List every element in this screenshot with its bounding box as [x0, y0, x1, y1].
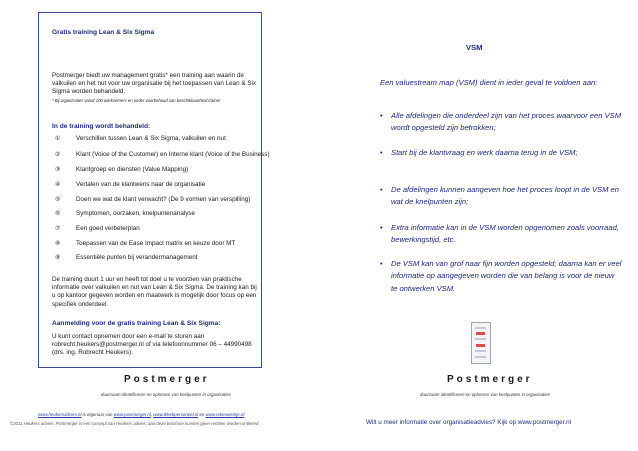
links-separator: , [150, 412, 154, 417]
training-box [38, 12, 262, 368]
vsm-bullet [380, 222, 622, 247]
bullet-dot-icon: • [380, 111, 383, 120]
links-separator: is eigenaar van [81, 412, 114, 417]
item-number: ⑦ [55, 226, 61, 232]
item-number: ⑤ [55, 197, 61, 203]
training-item [55, 151, 270, 159]
bullet-text: Extra informatie kan in de VSM worden opgenomen zoals voorraad, bewerkingstijd, etc. [391, 223, 619, 245]
training-item [55, 240, 235, 248]
training-item [55, 225, 140, 233]
bullet-dot-icon: • [380, 259, 383, 268]
item-text: Symptomen, oorzaken, knelpuntenanalyse [76, 210, 196, 217]
item-text: Vertalen van de klantwens naar de organisatie [76, 181, 206, 188]
vsm-bullet [380, 110, 622, 135]
training-intro: Postmerger biedt uw management gratis* een training aan waarin de valkuilen en het nut voor uw organisatie bij het toepassen van Lean & Six Sigma worden behandeld. [52, 72, 257, 96]
training-item [55, 181, 205, 189]
training-item [55, 135, 226, 143]
item-number: ⑥ [55, 211, 61, 217]
item-text: Een goed verbeterplan [76, 225, 140, 232]
link-postmerger[interactable]: www.postmerger.nl [113, 412, 151, 417]
item-text: Doen we wat de klant verwacht? (De 9 vormen van verspilling) [76, 196, 251, 203]
signup-text: U kunt contact opnemen door een e-mail te sturen aan robrecht.heukers@postmerger.nl of via telefoonnummer 06 – 44990498 (drs. ing. Robrecht Heukers). [52, 333, 252, 357]
item-number: ⑧ [55, 241, 61, 247]
more-info-text: Wilt u meer informatie over organisatieadvies? Kijk op www.postmerger.nl [366, 419, 572, 426]
brand-tagline-right: duurzaam identificeren en oplossen van knelpunten in organisaties [420, 392, 550, 397]
training-footnote: * Bij organisaties vanaf 100 werknemers en onder voorbehoud van beschikbaarheid trainer [52, 98, 221, 103]
item-number: ② [55, 152, 61, 158]
item-number: ④ [55, 182, 61, 188]
training-duration: De training duurt 1 uur en heeft tot doel u te voorzien van praktische informatie over valkuilen en nut van Lean & Six Sigma. De training kan bij u op kantoor gegeven worden en maatwerk is mogelijk door focus op een specifiek onderdeel. [52, 276, 257, 308]
item-text: Verschillen tussen Lean & Six Sigma, valkuilen en nut [76, 135, 226, 142]
document-stamp-icon [471, 322, 491, 364]
training-item [55, 196, 250, 204]
vsm-bullet [380, 147, 622, 159]
bullet-text: Start bij de klantvraag en werk daarna terug in de VSM; [391, 148, 578, 157]
item-number: ① [55, 136, 61, 142]
bullet-dot-icon: • [380, 185, 383, 194]
item-text: Essentiële punten bij verandermanagement [76, 254, 198, 261]
brand-tagline-left: duurzaam identificeren en oplossen van knelpunten in organisaties [101, 392, 231, 397]
item-text: Klant (Voice of the Customer) en Interne klant (Voice of the Business) [76, 151, 270, 158]
item-text: Klantgroep en diensten (Value Mapping) [76, 166, 189, 173]
bullet-dot-icon: • [380, 223, 383, 232]
vsm-intro: Een valuestream map (VSM) dient in ieder geval te voldoen aan: [380, 78, 598, 87]
link-ikhebpersoneel[interactable]: www.ikhebpersoneel.nl [153, 412, 199, 417]
item-number: ③ [55, 167, 61, 173]
bullet-text: De VSM kan van grof naar fijn worden opgesteld; daarna kan er veel informatie op aangegeven worden die van belang is voor de nieuw te ontwerken VSM. [391, 259, 622, 293]
links-line [38, 412, 246, 417]
brand-logo-right: Postmerger [447, 374, 533, 385]
link-rekenwerkje[interactable]: www.rekenwerkje.nl [205, 412, 245, 417]
training-title: Gratis training Lean & Six Sigma [52, 29, 155, 36]
training-item [55, 210, 195, 218]
vsm-bullet [380, 184, 622, 209]
brand-logo-left: Postmerger [124, 374, 210, 385]
bullet-text: Alle afdelingen die onderdeel zijn van het proces waarvoor een VSM wordt opgesteld zijn betrokken; [391, 111, 622, 133]
vsm-bullet [380, 258, 622, 295]
training-item [55, 166, 188, 174]
link-heukersadvies[interactable]: www.heukersadvies.nl [38, 412, 82, 417]
links-separator: en [198, 412, 206, 417]
training-contents-heading: In de training wordt behandeld: [52, 123, 151, 130]
bullet-dot-icon: • [380, 148, 383, 157]
vsm-title: VSM [466, 43, 483, 52]
item-text: Toepassen van de Ease Impact matrix en keuze door MT [76, 240, 236, 247]
bullet-text: De afdelingen kunnen aangeven hoe het proces loopt in de VSM en wat de knelpunten zijn; [391, 185, 619, 207]
links-end: . [244, 412, 246, 417]
signup-heading: Aanmelding voor de gratis training Lean & Six Sigma: [52, 320, 221, 327]
item-number: ⑨ [55, 255, 61, 261]
copyright-text: ©2011 Heukers advies. Postmerger is een concept van Heukers advies, aan deze brochure kunnen geen rechten worden ontleend [10, 421, 259, 426]
training-item [55, 254, 197, 262]
